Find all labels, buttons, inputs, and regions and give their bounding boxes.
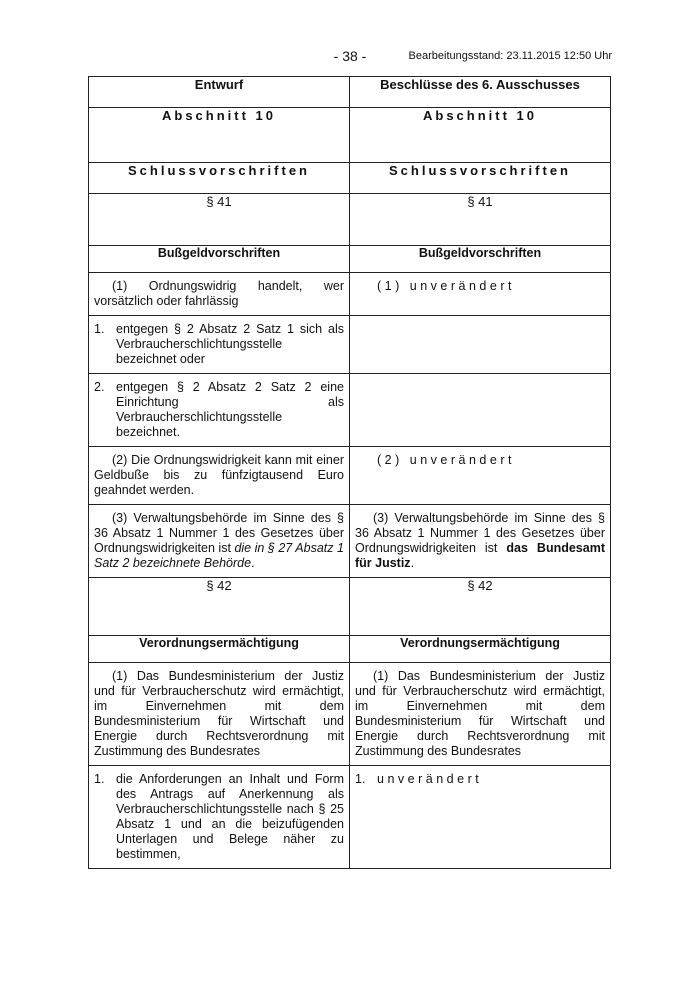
section-label-left: Abschnitt 10 <box>89 108 350 163</box>
p41-item-2-number: 2. <box>94 380 105 394</box>
synopsis-table <box>88 76 611 869</box>
p41-item-1-number: 1. <box>94 322 105 336</box>
processing-status: Bearbeitungsstand: 23.11.2015 12:50 Uhr <box>408 50 612 62</box>
p41-abs3-left: (3) Verwaltungsbehörde im Sinne des § 36 Absatz 1 Nummer 1 des Gesetzes über Ordnungswidrigkeiten ist die in § 27 Absatz 1 Satz 2 bezeichnete Behörde. <box>94 511 344 570</box>
p41-abs3-left-emphasis: die in § 27 Absatz 1 Satz 2 bezeichnete Behörde <box>94 541 344 570</box>
p42-item-1-number: 1. <box>94 772 105 786</box>
p41-item-1 <box>94 322 344 367</box>
paragraph-41-title-right: Bußgeldvorschriften <box>350 246 611 273</box>
p42-item-1-right <box>355 772 605 787</box>
section-title-left: Schlussvorschriften <box>89 163 350 194</box>
paragraph-42-title-left: Verordnungsermächtigung <box>89 636 350 663</box>
p41-abs3-right: (3) Verwaltungsbehörde im Sinne des § 36 Absatz 1 Nummer 1 des Gesetzes über Ordnungswidrigkeiten ist das Bundesamt für Justiz. <box>355 511 605 570</box>
paragraph-41-number-right: § 41 <box>350 194 611 246</box>
paragraph-41-title-left: Bußgeldvorschriften <box>89 246 350 273</box>
page-number: - 38 - <box>333 48 367 64</box>
column-header-draft: Entwurf <box>89 77 350 108</box>
p41-abs1-left: (1) Ordnungswidrig handelt, wer vorsätzlich oder fahrlässig <box>94 279 344 308</box>
section-label-right: Abschnitt 10 <box>350 108 611 163</box>
p41-item-1-text: entgegen § 2 Absatz 2 Satz 1 sich als Verbraucherschlichtungsstelle bezeichnet oder <box>116 322 344 366</box>
p42-item-1-text: die Anforderungen an Inhalt und Form des Antrags auf Anerkennung als Verbraucherschlichtungsstelle nach § 25 Absatz 1 und an die beizufügenden Unterlagen und Belege näher zu bestimmen, <box>116 772 344 861</box>
paragraph-41-number-left: § 41 <box>89 194 350 246</box>
p41-abs3-right-emphasis: das Bundesamt für Justiz <box>355 541 605 570</box>
column-header-committee: Beschlüsse des 6. Ausschusses <box>350 77 611 108</box>
paragraph-42-number-left: § 42 <box>89 578 350 636</box>
section-title-right: Schlussvorschriften <box>350 163 611 194</box>
p42-item-1 <box>94 772 344 862</box>
p41-item-2 <box>94 380 344 440</box>
p42-abs1-left: (1) Das Bundesministerium der Justiz und für Verbraucherschutz wird ermächtigt, im Einvernehmen mit dem Bundesministerium für Wirtschaft und Energie durch Rechtsverordnung mit Zustimmung des Bundesrates <box>94 669 344 758</box>
p41-abs2-right: (2) unverändert <box>377 453 515 467</box>
p41-item-2-text: entgegen § 2 Absatz 2 Satz 2 eine Einrichtung als Verbraucherschlichtungsstelle bezeichnet. <box>116 380 344 439</box>
p42-item-1-right-text: unverändert <box>377 772 483 786</box>
paragraph-42-title-right: Verordnungsermächtigung <box>350 636 611 663</box>
p41-abs2-left: (2) Die Ordnungswidrigkeit kann mit einer Geldbuße bis zu fünfzigtausend Euro geahndet werden. <box>94 453 344 497</box>
p41-abs1-right: (1) unverändert <box>377 279 515 293</box>
p42-abs1-right: (1) Das Bundesministerium der Justiz und für Verbraucherschutz wird ermächtigt, im Einvernehmen mit dem Bundesministerium für Wirtschaft und Energie durch Rechtsverordnung mit Zustimmung des Bundesrates <box>355 669 605 758</box>
paragraph-42-number-right: § 42 <box>350 578 611 636</box>
p42-item-1-right-number: 1. <box>355 772 366 786</box>
